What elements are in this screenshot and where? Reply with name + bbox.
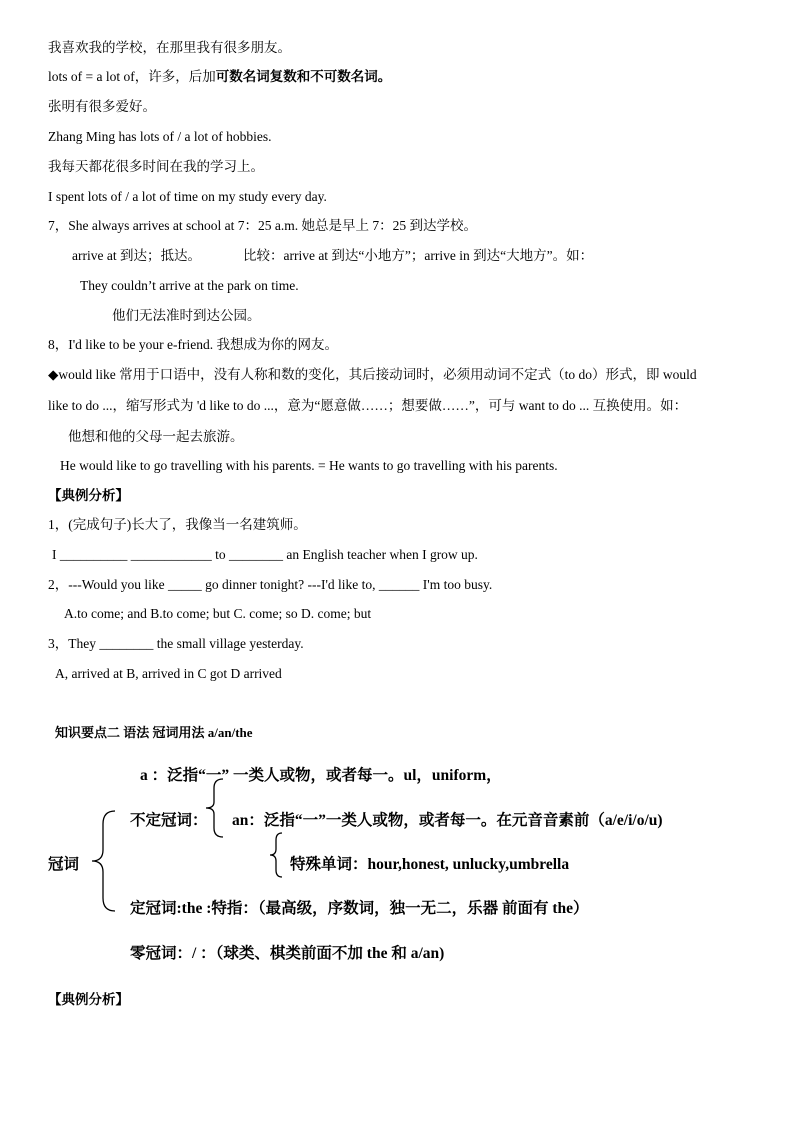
sentence-cn-school: 我喜欢我的学校，在那里我有很多朋友。: [48, 40, 291, 55]
arrive-compare-text: 比较：arrive at 到达“小地方”；arrive in 到达“大地方”。如：: [242, 248, 594, 263]
exercise-2-prompt: 2，---Would you like _____ go dinner tonight? ---I'd like to, ______ I'm too busy.: [48, 577, 493, 592]
point-7-arrive-compare: [72, 246, 593, 266]
exercise-3-options: A, arrived at B, arrived in C got D arrived: [55, 666, 282, 681]
would-like-rule-line-2: like to do ...，缩写形式为 'd like to do ...，意为“愿意做……；想要做……”，可与 want to do ... 互换使用。如：: [48, 398, 688, 413]
example-analysis-heading: 【典例分析】: [48, 488, 129, 503]
rule-lots-of-bold: 可数名词复数和不可数名词。: [215, 69, 392, 84]
arrive-at-definition: arrive at 到达；抵达。: [72, 248, 201, 263]
article-root-label: 冠词: [48, 856, 80, 873]
article-an-line: an：泛指“一”一类人或物，或者每一。在元音音素前（a/e/i/o/u): [232, 812, 663, 829]
exercise-1-prompt: 1，(完成句子)长大了，我像当一名建筑师。: [48, 517, 307, 532]
sentence-cn-study: 我每天都花很多时间在我的学习上。: [48, 159, 264, 174]
sentence-en-study: I spent lots of / a lot of time on my study every day.: [48, 189, 327, 204]
point-7-title: 7，She always arrives at school at 7：25 a.m. 她总是早上 7：25 到达学校。: [48, 218, 477, 233]
article-a-line: a ：泛指“一” 一类人或物，或者每一。ul，uniform，: [140, 767, 502, 784]
exercise-3-prompt: 3，They ________ the small village yesterday.: [48, 636, 304, 651]
sentence-cn-hobbies: 张明有很多爱好。: [48, 99, 156, 114]
rule-lots-of: [48, 67, 391, 87]
would-like-rule-line-1: ◆would like 常用于口语中，没有人称和数的变化，其后接动词时，必须用动词不定式（to do）形式，即 would: [48, 367, 697, 382]
example-en-park: They couldn’t arrive at the park on time.: [80, 278, 299, 293]
example-cn-travel: 他想和他的父母一起去旅游。: [68, 429, 244, 444]
zero-article-line: 零冠词：/ ：（球类、棋类前面不加 the 和 a/an): [130, 945, 445, 962]
brace-special: [268, 832, 284, 878]
closing-analysis-heading: 【典例分析】: [48, 992, 129, 1007]
example-en-travel: He would like to go travelling with his parents. = He wants to go travelling with his parents.: [60, 458, 558, 473]
knowledge-point-2-heading: 知识要点二 语法 冠词用法 a/an/the: [55, 725, 253, 740]
exercise-2-options: A.to come; and B.to come; but C. come; so D. come; but: [64, 606, 372, 621]
indefinite-article-label: 不定冠词：: [130, 812, 208, 829]
special-words-line: 特殊单词：hour,honest, unlucky,umbrella: [290, 856, 570, 873]
example-cn-park: 他们无法准时到达公园。: [112, 308, 261, 323]
sentence-en-hobbies: Zhang Ming has lots of / a lot of hobbies.: [48, 129, 272, 144]
brace-root: [88, 810, 118, 912]
definite-article-line: 定冠词:the :特指：（最高级，序数词，独一无二，乐器 前面有 the）: [130, 900, 589, 917]
exercise-1-blanks: I __________ ____________ to ________ an English teacher when I grow up.: [52, 547, 478, 562]
point-8-title: 8，I'd like to be your e-friend. 我想成为你的网友。: [48, 337, 339, 352]
rule-lots-of-text: lots of = a lot of，许多，后加: [48, 69, 216, 84]
